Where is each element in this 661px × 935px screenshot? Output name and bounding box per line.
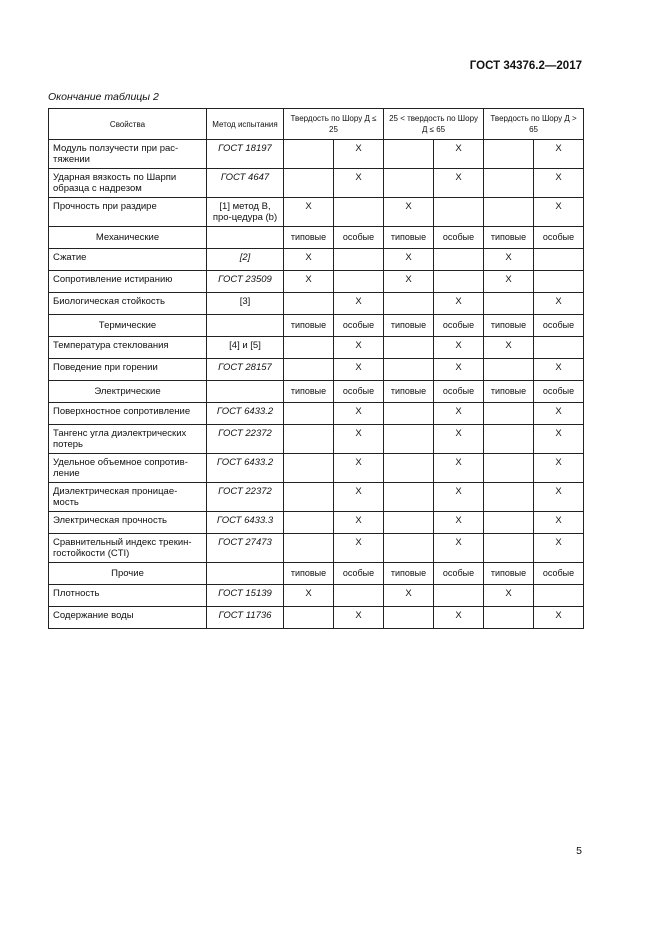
col-header-method: Метод испытания bbox=[207, 109, 284, 140]
mark-cell bbox=[484, 140, 534, 169]
mark-cell: X bbox=[434, 293, 484, 315]
mark-cell: X bbox=[434, 607, 484, 629]
mark-cell: X bbox=[334, 607, 384, 629]
property-cell: Модуль ползучести при рас-тяжении bbox=[49, 140, 207, 169]
mark-cell: X bbox=[434, 140, 484, 169]
property-cell: Содержание воды bbox=[49, 607, 207, 629]
mark-cell: X bbox=[434, 512, 484, 534]
category-cell: типовые bbox=[284, 563, 334, 585]
property-cell: Сопротивление истиранию bbox=[49, 271, 207, 293]
category-cell: особые bbox=[434, 227, 484, 249]
mark-cell: X bbox=[534, 512, 584, 534]
col-header-hardness-low: Твердость по Шору Д ≤ 25 bbox=[284, 109, 384, 140]
property-cell: Поведение при горении bbox=[49, 359, 207, 381]
mark-cell bbox=[484, 403, 534, 425]
mark-cell: X bbox=[334, 403, 384, 425]
category-cell: особые bbox=[334, 227, 384, 249]
mark-cell bbox=[484, 512, 534, 534]
mark-cell: X bbox=[534, 140, 584, 169]
category-cell: особые bbox=[434, 315, 484, 337]
mark-cell: X bbox=[534, 534, 584, 563]
table-row bbox=[49, 169, 584, 198]
mark-cell: X bbox=[284, 585, 334, 607]
table-header bbox=[49, 109, 584, 140]
category-cell: особые bbox=[534, 315, 584, 337]
mark-cell bbox=[384, 337, 434, 359]
table-row bbox=[49, 585, 584, 607]
mark-cell bbox=[284, 140, 334, 169]
mark-cell: X bbox=[534, 483, 584, 512]
category-cell: типовые bbox=[384, 315, 434, 337]
mark-cell bbox=[484, 359, 534, 381]
mark-cell bbox=[384, 512, 434, 534]
mark-cell: X bbox=[384, 249, 434, 271]
mark-cell bbox=[384, 454, 434, 483]
mark-cell: X bbox=[434, 169, 484, 198]
mark-cell: X bbox=[334, 169, 384, 198]
mark-cell: X bbox=[434, 337, 484, 359]
mark-cell bbox=[384, 425, 434, 454]
mark-cell bbox=[534, 271, 584, 293]
mark-cell: X bbox=[484, 337, 534, 359]
method-cell: ГОСТ 4647 bbox=[207, 169, 284, 198]
col-header-property: Свойства bbox=[49, 109, 207, 140]
mark-cell: X bbox=[334, 454, 384, 483]
mark-cell bbox=[484, 293, 534, 315]
properties-table bbox=[48, 108, 584, 629]
table-row bbox=[49, 359, 584, 381]
category-cell: особые bbox=[434, 381, 484, 403]
mark-cell bbox=[484, 607, 534, 629]
method-cell: ГОСТ 27473 bbox=[207, 534, 284, 563]
mark-cell: X bbox=[384, 585, 434, 607]
mark-cell bbox=[384, 293, 434, 315]
table-row bbox=[49, 534, 584, 563]
table-group-row bbox=[49, 227, 584, 249]
method-cell bbox=[207, 315, 284, 337]
method-cell: ГОСТ 22372 bbox=[207, 483, 284, 512]
method-cell: ГОСТ 6433.3 bbox=[207, 512, 284, 534]
mark-cell bbox=[284, 337, 334, 359]
mark-cell bbox=[284, 607, 334, 629]
mark-cell: X bbox=[434, 454, 484, 483]
mark-cell bbox=[484, 483, 534, 512]
mark-cell bbox=[434, 585, 484, 607]
table-row bbox=[49, 425, 584, 454]
table-row bbox=[49, 403, 584, 425]
mark-cell: X bbox=[534, 454, 584, 483]
mark-cell bbox=[284, 425, 334, 454]
mark-cell: X bbox=[534, 607, 584, 629]
table-row bbox=[49, 454, 584, 483]
mark-cell bbox=[384, 534, 434, 563]
category-cell: типовые bbox=[484, 315, 534, 337]
mark-cell bbox=[484, 425, 534, 454]
table-row bbox=[49, 249, 584, 271]
method-cell: ГОСТ 18197 bbox=[207, 140, 284, 169]
method-cell: [4] и [5] bbox=[207, 337, 284, 359]
mark-cell bbox=[334, 198, 384, 227]
method-cell: ГОСТ 23509 bbox=[207, 271, 284, 293]
mark-cell: X bbox=[434, 403, 484, 425]
mark-cell bbox=[434, 198, 484, 227]
table-caption: Окончание таблицы 2 bbox=[48, 91, 159, 103]
mark-cell bbox=[284, 483, 334, 512]
category-cell: типовые bbox=[484, 227, 534, 249]
category-cell: особые bbox=[534, 381, 584, 403]
table-row bbox=[49, 512, 584, 534]
property-cell: Сжатие bbox=[49, 249, 207, 271]
mark-cell bbox=[284, 454, 334, 483]
mark-cell bbox=[534, 337, 584, 359]
category-cell: типовые bbox=[284, 227, 334, 249]
method-cell: ГОСТ 6433.2 bbox=[207, 454, 284, 483]
property-cell: Сравнительный индекс трекин-гостойкости (CTI) bbox=[49, 534, 207, 563]
table-row bbox=[49, 293, 584, 315]
mark-cell: X bbox=[434, 425, 484, 454]
category-cell: особые bbox=[434, 563, 484, 585]
page-number: 5 bbox=[576, 845, 582, 857]
mark-cell bbox=[384, 140, 434, 169]
mark-cell: X bbox=[334, 512, 384, 534]
mark-cell bbox=[284, 169, 334, 198]
category-cell: особые bbox=[334, 563, 384, 585]
mark-cell bbox=[534, 249, 584, 271]
mark-cell: X bbox=[484, 585, 534, 607]
method-cell: [2] bbox=[207, 249, 284, 271]
mark-cell bbox=[284, 534, 334, 563]
mark-cell: X bbox=[534, 293, 584, 315]
mark-cell bbox=[484, 169, 534, 198]
mark-cell: X bbox=[334, 293, 384, 315]
mark-cell bbox=[334, 249, 384, 271]
mark-cell: X bbox=[334, 425, 384, 454]
mark-cell bbox=[484, 534, 534, 563]
method-cell: ГОСТ 11736 bbox=[207, 607, 284, 629]
mark-cell: X bbox=[484, 271, 534, 293]
mark-cell bbox=[434, 249, 484, 271]
mark-cell: X bbox=[534, 403, 584, 425]
category-cell: типовые bbox=[384, 381, 434, 403]
method-cell: [1] метод В, про-цедура (b) bbox=[207, 198, 284, 227]
category-cell: типовые bbox=[484, 563, 534, 585]
mark-cell: X bbox=[284, 271, 334, 293]
table-row bbox=[49, 198, 584, 227]
mark-cell bbox=[384, 483, 434, 512]
table-row bbox=[49, 140, 584, 169]
mark-cell bbox=[284, 512, 334, 534]
category-cell: типовые bbox=[484, 381, 534, 403]
method-cell: ГОСТ 15139 bbox=[207, 585, 284, 607]
mark-cell: X bbox=[434, 534, 484, 563]
category-cell: особые bbox=[334, 381, 384, 403]
table-group-row bbox=[49, 315, 584, 337]
method-cell bbox=[207, 227, 284, 249]
category-cell: особые bbox=[534, 563, 584, 585]
method-cell: ГОСТ 28157 bbox=[207, 359, 284, 381]
mark-cell: X bbox=[284, 249, 334, 271]
mark-cell bbox=[334, 271, 384, 293]
mark-cell: X bbox=[434, 359, 484, 381]
mark-cell: X bbox=[534, 169, 584, 198]
table-row bbox=[49, 607, 584, 629]
property-cell: Диэлектрическая проницае-мость bbox=[49, 483, 207, 512]
col-header-hardness-high: Твердость по Шору Д > 65 bbox=[484, 109, 584, 140]
method-cell bbox=[207, 563, 284, 585]
col-header-hardness-mid: 25 < твердость по Шору Д ≤ 65 bbox=[384, 109, 484, 140]
mark-cell: X bbox=[384, 271, 434, 293]
group-label: Термические bbox=[49, 315, 207, 337]
property-cell: Температура стеклования bbox=[49, 337, 207, 359]
mark-cell: X bbox=[534, 425, 584, 454]
mark-cell bbox=[434, 271, 484, 293]
mark-cell: X bbox=[384, 198, 434, 227]
mark-cell: X bbox=[284, 198, 334, 227]
mark-cell bbox=[384, 169, 434, 198]
table-row bbox=[49, 271, 584, 293]
category-cell: особые bbox=[534, 227, 584, 249]
mark-cell bbox=[334, 585, 384, 607]
mark-cell bbox=[384, 359, 434, 381]
category-cell: типовые bbox=[384, 563, 434, 585]
property-cell: Поверхностное сопротивление bbox=[49, 403, 207, 425]
category-cell: типовые bbox=[284, 381, 334, 403]
method-cell: [3] bbox=[207, 293, 284, 315]
table-group-row bbox=[49, 563, 584, 585]
mark-cell bbox=[284, 359, 334, 381]
mark-cell bbox=[384, 607, 434, 629]
property-cell: Биологическая стойкость bbox=[49, 293, 207, 315]
group-label: Механические bbox=[49, 227, 207, 249]
mark-cell: X bbox=[334, 359, 384, 381]
mark-cell: X bbox=[334, 337, 384, 359]
table-row bbox=[49, 483, 584, 512]
property-cell: Ударная вязкость по Шарпи образца с надрезом bbox=[49, 169, 207, 198]
mark-cell bbox=[284, 403, 334, 425]
property-cell: Плотность bbox=[49, 585, 207, 607]
method-cell: ГОСТ 6433.2 bbox=[207, 403, 284, 425]
mark-cell: X bbox=[334, 534, 384, 563]
mark-cell bbox=[384, 403, 434, 425]
mark-cell: X bbox=[334, 483, 384, 512]
mark-cell bbox=[534, 585, 584, 607]
table-body bbox=[49, 140, 584, 629]
mark-cell: X bbox=[534, 198, 584, 227]
category-cell: типовые bbox=[284, 315, 334, 337]
table-row bbox=[49, 337, 584, 359]
method-cell: ГОСТ 22372 bbox=[207, 425, 284, 454]
mark-cell: X bbox=[334, 140, 384, 169]
property-cell: Удельное объемное сопротив-ление bbox=[49, 454, 207, 483]
mark-cell: X bbox=[484, 249, 534, 271]
mark-cell bbox=[484, 454, 534, 483]
method-cell bbox=[207, 381, 284, 403]
table-group-row bbox=[49, 381, 584, 403]
property-cell: Прочность при раздире bbox=[49, 198, 207, 227]
property-cell: Тангенс угла диэлектрических потерь bbox=[49, 425, 207, 454]
mark-cell: X bbox=[534, 359, 584, 381]
mark-cell bbox=[484, 198, 534, 227]
category-cell: типовые bbox=[384, 227, 434, 249]
mark-cell: X bbox=[434, 483, 484, 512]
category-cell: особые bbox=[334, 315, 384, 337]
property-cell: Электрическая прочность bbox=[49, 512, 207, 534]
mark-cell bbox=[284, 293, 334, 315]
document-code: ГОСТ 34376.2—2017 bbox=[469, 60, 582, 72]
group-label: Прочие bbox=[49, 563, 207, 585]
group-label: Электрические bbox=[49, 381, 207, 403]
